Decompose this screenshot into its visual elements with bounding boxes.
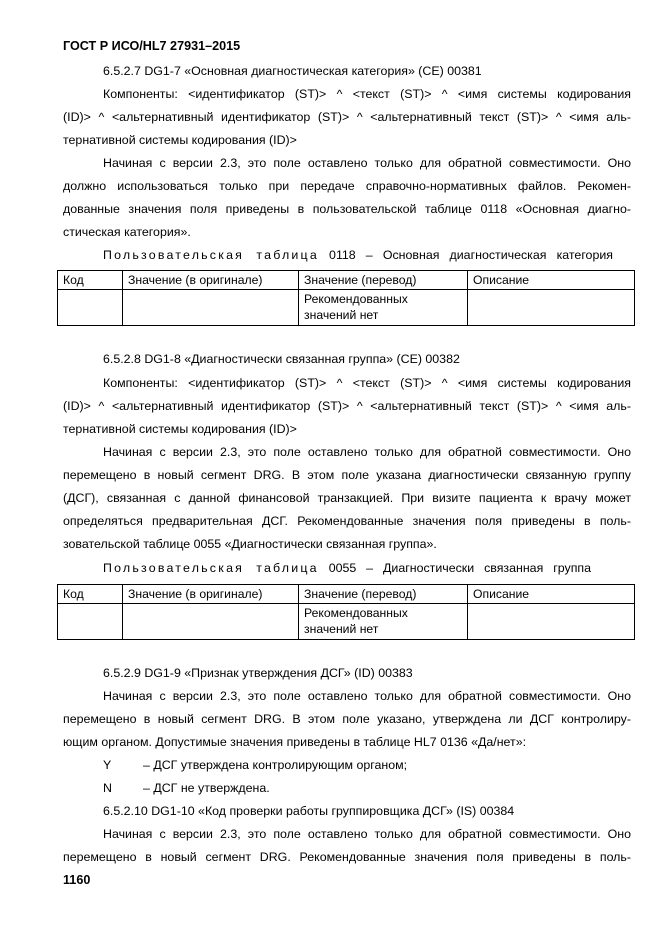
section-title-6-5-2-7: 6.5.2.7 DG1-7 «Основная диагностическая категория» (CE) 00381 [103,64,482,78]
paragraph-line: определяться предварительная ДСГ. Рекомендованные значения поля приведены в поль- [63,514,631,528]
paragraph-line: дованные значения поля приведены в пользовательской таблице 0118 «Основная диагно- [63,202,631,216]
caption-label: Пользовательская таблица [103,561,319,575]
caption-label: Пользовательская таблица [103,248,319,262]
table-row [58,604,635,640]
section-title-6-5-2-8: 6.5.2.8 DG1-8 «Диагностически связанная группа» (CE) 00382 [103,352,460,366]
page-number: 1160 [63,873,91,887]
paragraph-line: стическая категория». [63,225,191,239]
paragraph-line: перемещено в новый сегмент DRG. В этом поле указано, утверждена ли ДСГ контролиру- [63,712,631,726]
cell-value-translation [299,604,468,640]
table-row [58,290,635,326]
components-line: Компоненты: <идентификатор (ST)> ^ <текст (ST)> ^ <имя системы кодирования [103,376,631,390]
section-title-6-5-2-9: 6.5.2.9 DG1-9 «Признак утверждения ДСГ» (ID) 00383 [103,666,413,680]
section-title-6-5-2-10: 6.5.2.10 DG1-10 «Код проверки работы группировщика ДСГ» (IS) 00384 [103,804,515,818]
col-header-value-original: Значение (в оригинале) [123,585,299,604]
col-header-value-original: Значение (в оригинале) [123,271,299,290]
paragraph-line: Начиная с версии 2.3, это поле оставлено только для обратной совместимости. Оно [103,689,631,703]
col-header-code: Код [58,585,123,604]
components-line: (ID)> ^ <альтернативный идентификатор (ST)> ^ <альтернативный текст (ST)> ^ <имя аль- [63,399,631,413]
paragraph-line: Начиная с версии 2.3, это поле оставлено только для обратной совместимости. Оно [103,156,631,170]
col-header-value-translation: Значение (перевод) [299,585,468,604]
paragraph-line: перемещено в новый сегмент DRG. В этом поле указана диагностически связанную группу [63,468,631,482]
components-line: тернативной системы кодирования (ID)> [63,133,297,147]
document-header: ГОСТ Р ИСО/HL7 27931–2015 [63,39,241,53]
list-item-code: N [103,781,112,795]
caption-title: 0118 – Основная диагностическая категория [329,248,613,262]
table-caption-0055 [103,560,591,576]
paragraph-line: перемещено в новый сегмент DRG. Рекомендованные значения поля приведены в поль- [63,850,631,864]
cell-description [468,604,635,640]
col-header-description: Описание [468,271,635,290]
table-caption-0118 [103,247,613,263]
col-header-code: Код [58,271,123,290]
list-item-code: Y [103,758,112,772]
paragraph-line: должно использоваться только при передаче справочно-нормативных файлов. Рекомен- [63,179,631,193]
components-line: Компоненты: <идентификатор (ST)> ^ <текст (ST)> ^ <имя системы кодирования [103,87,631,101]
cell-value-translation [299,290,468,326]
user-table-0055 [57,584,635,640]
user-table-0118 [57,270,635,326]
paragraph-line: Начиная с версии 2.3, это поле оставлено только для обратной совместимости. Оно [103,445,631,459]
paragraph-line: (ДСГ), связанная с данной финансовой транзакцией. При визите пациента к врачу может [63,491,631,505]
cell-text: Рекомендованных значений нет [304,292,408,322]
cell-value-original [123,604,299,640]
paragraph-line: ющим органом. Допустимые значения приведены в таблице HL7 0136 «Да/нет»: [63,735,527,749]
cell-value-original [123,290,299,326]
table-header-row [58,585,635,604]
paragraph-line: Начиная с версии 2.3, это поле оставлено только для обратной совместимости. Оно [103,827,631,841]
cell-code [58,604,123,640]
col-header-value-translation: Значение (перевод) [299,271,468,290]
cell-description [468,290,635,326]
paragraph-line: зовательской таблице 0055 «Диагностически связанная группа». [63,537,437,551]
cell-text: Рекомендованных значений нет [304,606,408,636]
list-item-text: – ДСГ утверждена контролирующим органом; [143,758,408,772]
col-header-description: Описание [468,585,635,604]
caption-title: 0055 – Диагностически связанная группа [328,561,591,575]
list-item-text: – ДСГ не утверждена. [143,781,270,795]
components-line: (ID)> ^ <альтернативный идентификатор (ST)> ^ <альтернативный текст (ST)> ^ <имя аль- [63,110,631,124]
cell-code [58,290,123,326]
table-header-row [58,271,635,290]
components-line: тернативной системы кодирования (ID)> [63,422,297,436]
